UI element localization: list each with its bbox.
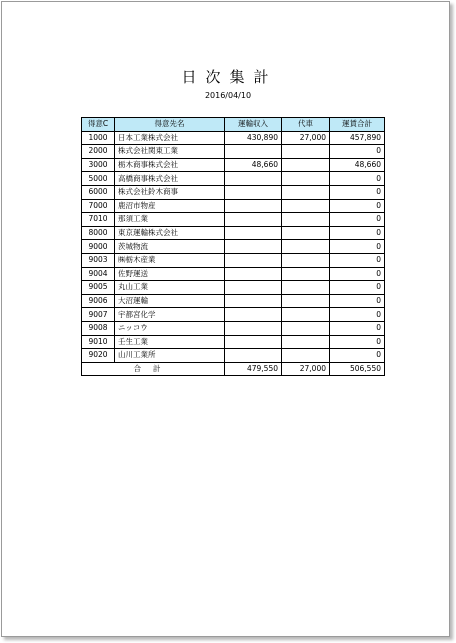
total-label: 合計 [82, 362, 225, 376]
cell-fare-total: 0 [330, 145, 385, 159]
cell-fare-total: 0 [330, 226, 385, 240]
cell-transport-income: 48,660 [225, 158, 282, 172]
cell-substitute-vehicle [282, 253, 330, 267]
cell-code: 7000 [82, 199, 115, 213]
cell-fare-total: 0 [330, 253, 385, 267]
cell-substitute-vehicle [282, 199, 330, 213]
cell-fare-total: 0 [330, 281, 385, 295]
cell-code: 7010 [82, 213, 115, 227]
cell-transport-income [225, 335, 282, 349]
cell-customer-name: 鹿沼市物産 [115, 199, 225, 213]
cell-fare-total: 0 [330, 213, 385, 227]
cell-customer-name: ㈱栃木産業 [115, 253, 225, 267]
report-page [1, 1, 450, 637]
total-fare: 506,550 [330, 362, 385, 376]
header-transport-income: 運輸収入 [225, 118, 282, 132]
cell-substitute-vehicle [282, 335, 330, 349]
cell-fare-total: 0 [330, 267, 385, 281]
cell-customer-name: 宇都宮化学 [115, 308, 225, 322]
cell-fare-total: 0 [330, 335, 385, 349]
table-row [82, 199, 385, 213]
cell-code: 9008 [82, 321, 115, 335]
cell-code: 9004 [82, 267, 115, 281]
cell-transport-income [225, 349, 282, 363]
cell-transport-income [225, 226, 282, 240]
cell-customer-name: 壬生工業 [115, 335, 225, 349]
cell-customer-name: ニッコウ [115, 321, 225, 335]
cell-transport-income [225, 185, 282, 199]
cell-substitute-vehicle: 27,000 [282, 131, 330, 145]
cell-code: 1000 [82, 131, 115, 145]
table-row [82, 240, 385, 254]
table-row [82, 281, 385, 295]
cell-code: 2000 [82, 145, 115, 159]
cell-customer-name: 株式会社関東工業 [115, 145, 225, 159]
cell-substitute-vehicle [282, 185, 330, 199]
cell-substitute-vehicle [282, 294, 330, 308]
cell-customer-name: 茨城物流 [115, 240, 225, 254]
cell-customer-name: 東京運輸株式会社 [115, 226, 225, 240]
cell-fare-total: 0 [330, 321, 385, 335]
table-row [82, 308, 385, 322]
table-row [82, 267, 385, 281]
cell-customer-name: 丸山工業 [115, 281, 225, 295]
cell-code: 5000 [82, 172, 115, 186]
cell-customer-name: 株式会社鈴木商事 [115, 185, 225, 199]
table-row [82, 294, 385, 308]
cell-substitute-vehicle [282, 267, 330, 281]
cell-code: 6000 [82, 185, 115, 199]
cell-transport-income [225, 294, 282, 308]
cell-code: 9000 [82, 240, 115, 254]
cell-substitute-vehicle [282, 172, 330, 186]
cell-customer-name: 高橋商事株式会社 [115, 172, 225, 186]
cell-customer-name: 日本工業株式会社 [115, 131, 225, 145]
cell-transport-income [225, 213, 282, 227]
cell-code: 9006 [82, 294, 115, 308]
total-row [82, 362, 385, 376]
header-substitute-vehicle: 代車 [282, 118, 330, 132]
table-row [82, 226, 385, 240]
cell-code: 9005 [82, 281, 115, 295]
header-fare-total: 運賃合計 [330, 118, 385, 132]
cell-code: 8000 [82, 226, 115, 240]
cell-transport-income [225, 240, 282, 254]
table-row [82, 335, 385, 349]
table-row [82, 253, 385, 267]
table-row [82, 145, 385, 159]
cell-fare-total: 0 [330, 199, 385, 213]
cell-code: 9007 [82, 308, 115, 322]
cell-substitute-vehicle [282, 281, 330, 295]
cell-fare-total: 0 [330, 240, 385, 254]
cell-substitute-vehicle [282, 321, 330, 335]
cell-customer-name: 栃木商事株式会社 [115, 158, 225, 172]
table-row [82, 172, 385, 186]
cell-fare-total: 0 [330, 185, 385, 199]
cell-fare-total: 0 [330, 172, 385, 186]
cell-transport-income [225, 145, 282, 159]
cell-substitute-vehicle [282, 213, 330, 227]
table-row [82, 158, 385, 172]
cell-code: 9020 [82, 349, 115, 363]
summary-table [81, 117, 385, 376]
cell-code: 9003 [82, 253, 115, 267]
table-row [82, 185, 385, 199]
cell-transport-income [225, 308, 282, 322]
total-transport: 479,550 [225, 362, 282, 376]
cell-substitute-vehicle [282, 226, 330, 240]
report-date: 2016/04/10 [204, 91, 252, 100]
cell-transport-income [225, 172, 282, 186]
table-row [82, 131, 385, 145]
cell-fare-total: 48,660 [330, 158, 385, 172]
cell-code: 3000 [82, 158, 115, 172]
cell-code: 9010 [82, 335, 115, 349]
cell-substitute-vehicle [282, 349, 330, 363]
cell-substitute-vehicle [282, 240, 330, 254]
cell-customer-name: 那須工業 [115, 213, 225, 227]
cell-fare-total: 0 [330, 349, 385, 363]
cell-transport-income [225, 267, 282, 281]
cell-substitute-vehicle [282, 158, 330, 172]
cell-customer-name: 佐野運送 [115, 267, 225, 281]
table-row [82, 213, 385, 227]
header-code: 得意C [82, 118, 115, 132]
cell-transport-income [225, 253, 282, 267]
table-header-row [82, 118, 385, 132]
total-daisha: 27,000 [282, 362, 330, 376]
cell-fare-total: 0 [330, 294, 385, 308]
report-title: 日次集計 [181, 68, 278, 86]
table-row [82, 321, 385, 335]
cell-fare-total: 0 [330, 308, 385, 322]
cell-customer-name: 大沼運輸 [115, 294, 225, 308]
cell-substitute-vehicle [282, 308, 330, 322]
cell-fare-total: 457,890 [330, 131, 385, 145]
cell-transport-income: 430,890 [225, 131, 282, 145]
table-row [82, 349, 385, 363]
cell-transport-income [225, 199, 282, 213]
cell-customer-name: 山川工業所 [115, 349, 225, 363]
cell-substitute-vehicle [282, 145, 330, 159]
header-customer-name: 得意先名 [115, 118, 225, 132]
cell-transport-income [225, 321, 282, 335]
cell-transport-income [225, 281, 282, 295]
